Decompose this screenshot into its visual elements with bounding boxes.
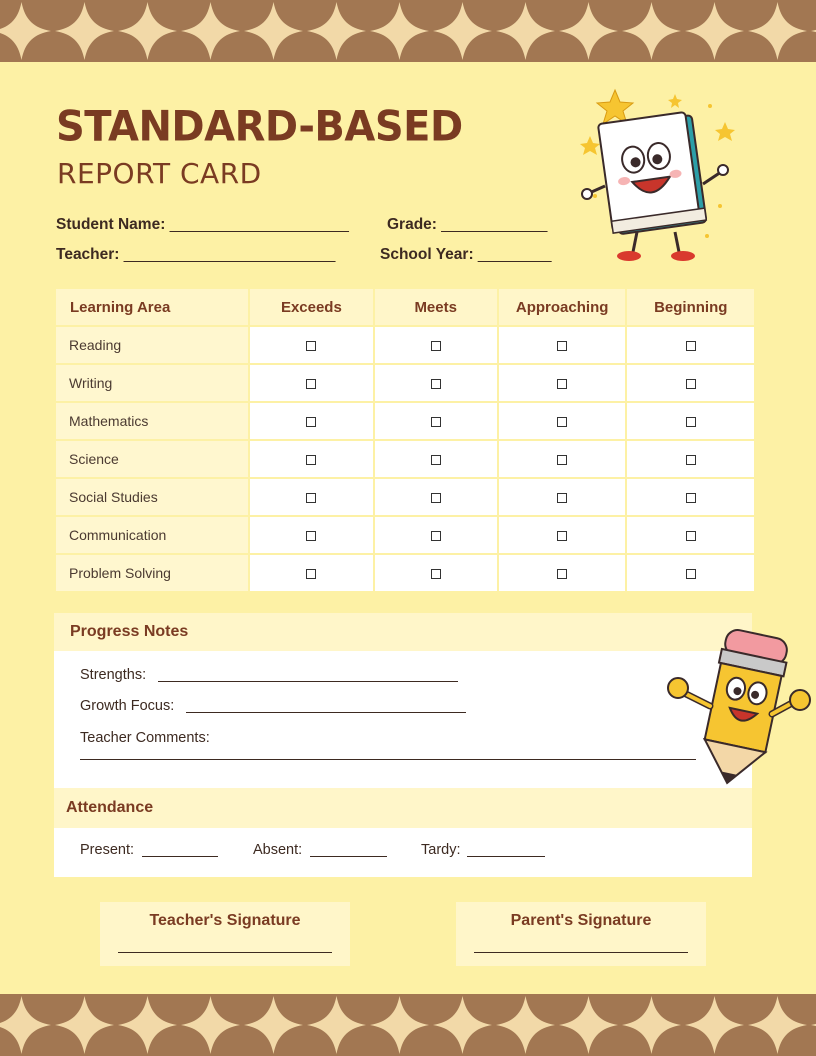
- header-beginning: Beginning: [627, 289, 754, 325]
- rating-cell: [375, 555, 497, 591]
- present-label: Present:: [80, 842, 134, 858]
- rating-checkbox[interactable]: [431, 569, 441, 579]
- rating-cell: [375, 517, 497, 553]
- rating-cell: [499, 441, 626, 477]
- rating-checkbox[interactable]: [557, 531, 567, 541]
- rating-cell: [499, 555, 626, 591]
- grade-label: Grade:: [387, 216, 442, 233]
- rating-checkbox[interactable]: [557, 569, 567, 579]
- rating-cell: [627, 365, 754, 401]
- present-line[interactable]: [142, 856, 218, 857]
- rating-checkbox[interactable]: [431, 417, 441, 427]
- rating-cell: [627, 517, 754, 553]
- learning-area-table: [54, 287, 756, 593]
- book-mascot-illustration: [575, 86, 745, 266]
- rating-checkbox[interactable]: [686, 417, 696, 427]
- rating-checkbox[interactable]: [306, 455, 316, 465]
- learning-area-cell: Social Studies: [56, 479, 248, 515]
- rating-cell: [250, 441, 372, 477]
- rating-checkbox[interactable]: [557, 493, 567, 503]
- teacher-signature-box[interactable]: [100, 902, 350, 966]
- rating-checkbox[interactable]: [686, 531, 696, 541]
- pencil-mascot-illustration: [660, 628, 814, 790]
- top-decorative-border: [0, 0, 816, 62]
- header-exceeds: Exceeds: [250, 289, 372, 325]
- school-year-label: School Year:: [380, 246, 478, 263]
- tardy-label: Tardy:: [421, 842, 461, 858]
- rating-cell: [499, 327, 626, 363]
- rating-cell: [375, 327, 497, 363]
- rating-checkbox[interactable]: [431, 455, 441, 465]
- grade-blank[interactable]: _____________: [441, 216, 547, 233]
- school-year-field[interactable]: [380, 246, 551, 264]
- rating-checkbox[interactable]: [431, 341, 441, 351]
- rating-checkbox[interactable]: [686, 341, 696, 351]
- teacher-blank[interactable]: __________________________: [123, 246, 335, 263]
- absent-line[interactable]: [310, 856, 387, 857]
- student-name-field[interactable]: [56, 216, 348, 234]
- learning-area-cell: Science: [56, 441, 248, 477]
- growth-focus-line[interactable]: [186, 712, 466, 713]
- rating-cell: [627, 479, 754, 515]
- rating-cell: [250, 517, 372, 553]
- rating-checkbox[interactable]: [686, 455, 696, 465]
- rating-checkbox[interactable]: [431, 379, 441, 389]
- strengths-label: Strengths:: [80, 667, 147, 683]
- rating-checkbox[interactable]: [306, 569, 316, 579]
- learning-area-cell: Mathematics: [56, 403, 248, 439]
- page-title: STANDARD-BASED: [56, 102, 463, 152]
- rating-cell: [250, 479, 372, 515]
- rating-cell: [499, 403, 626, 439]
- rating-cell: [627, 327, 754, 363]
- rating-cell: [499, 479, 626, 515]
- rating-cell: [250, 327, 372, 363]
- rating-cell: [375, 365, 497, 401]
- tardy-line[interactable]: [467, 856, 545, 857]
- teacher-signature-line[interactable]: [118, 952, 332, 953]
- rating-cell: [250, 403, 372, 439]
- table-row: [56, 479, 754, 515]
- header-meets: Meets: [375, 289, 497, 325]
- absent-label: Absent:: [253, 842, 303, 858]
- learning-area-cell: Writing: [56, 365, 248, 401]
- rating-checkbox[interactable]: [431, 493, 441, 503]
- rating-checkbox[interactable]: [686, 379, 696, 389]
- table-header-row: [56, 289, 754, 325]
- rating-checkbox[interactable]: [306, 531, 316, 541]
- rating-cell: [375, 403, 497, 439]
- rating-cell: [375, 479, 497, 515]
- table-row: [56, 555, 754, 591]
- rating-checkbox[interactable]: [686, 493, 696, 503]
- progress-notes-header: Progress Notes: [54, 613, 752, 651]
- rating-checkbox[interactable]: [557, 417, 567, 427]
- school-year-blank[interactable]: _________: [477, 246, 552, 263]
- rating-checkbox[interactable]: [557, 341, 567, 351]
- rating-checkbox[interactable]: [306, 493, 316, 503]
- rating-checkbox[interactable]: [686, 569, 696, 579]
- growth-focus-label: Growth Focus:: [80, 698, 175, 714]
- rating-cell: [250, 555, 372, 591]
- learning-area-cell: Problem Solving: [56, 555, 248, 591]
- teacher-signature-label: Teacher's Signature: [149, 912, 301, 929]
- table-row: [56, 403, 754, 439]
- rating-cell: [627, 441, 754, 477]
- student-name-blank[interactable]: ______________________: [169, 216, 349, 233]
- parent-signature-line[interactable]: [474, 952, 688, 953]
- rating-cell: [499, 517, 626, 553]
- rating-checkbox[interactable]: [431, 531, 441, 541]
- teacher-comments-label: Teacher Comments:: [80, 730, 210, 746]
- rating-checkbox[interactable]: [557, 455, 567, 465]
- rating-checkbox[interactable]: [306, 341, 316, 351]
- parent-signature-label: Parent's Signature: [510, 912, 652, 929]
- rating-cell: [627, 555, 754, 591]
- page-subtitle: REPORT CARD: [57, 157, 262, 190]
- table-row: [56, 441, 754, 477]
- rating-checkbox[interactable]: [306, 417, 316, 427]
- rating-cell: [499, 365, 626, 401]
- teacher-comments-line[interactable]: [80, 759, 696, 760]
- header-learning-area: Learning Area: [56, 289, 248, 325]
- bottom-decorative-border: [0, 994, 816, 1056]
- rating-cell: [250, 365, 372, 401]
- rating-checkbox[interactable]: [557, 379, 567, 389]
- table-row: [56, 327, 754, 363]
- header-approaching: Approaching: [499, 289, 626, 325]
- learning-area-cell: Reading: [56, 327, 248, 363]
- parent-signature-box[interactable]: [456, 902, 706, 966]
- progress-attendance-panel: [54, 613, 752, 877]
- rating-cell: [375, 441, 497, 477]
- learning-area-cell: Communication: [56, 517, 248, 553]
- attendance-header: Attendance: [54, 788, 752, 828]
- rating-checkbox[interactable]: [306, 379, 316, 389]
- student-name-label: Student Name:: [56, 216, 170, 233]
- teacher-label: Teacher:: [56, 246, 124, 263]
- grade-field[interactable]: [387, 216, 547, 234]
- teacher-field[interactable]: [56, 246, 335, 264]
- strengths-line[interactable]: [158, 681, 458, 682]
- table-row: [56, 365, 754, 401]
- table-row: [56, 517, 754, 553]
- rating-cell: [627, 403, 754, 439]
